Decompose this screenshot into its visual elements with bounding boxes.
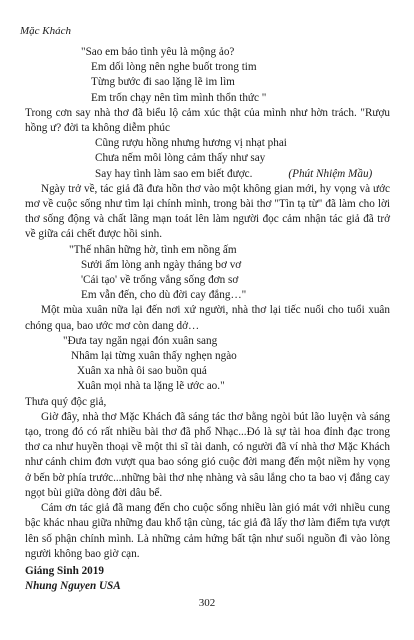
verse-line: Xuân xa nhà ôi sao buồn quá	[77, 365, 207, 378]
verse-stanza-3	[25, 243, 390, 304]
verse-line: "Thế nhân hững hờ, tình em nồng ấm	[69, 243, 237, 256]
body-paragraph: Cám ơn tác giả đã mang đến cho cuộc sống nhiều làn gió mát với nhiều cung bậc khác nhau giữa những đau khổ tận cùng, tác giả đã lấy thơ làm điểm tựa vượt lên số phận chính mình. Là những cảm hứng bất tận như suối nguồn đi vào lòng người không bao giờ cạn.	[25, 502, 390, 560]
verse-line: Cũng rượu hồng nhưng hương vị nhạt phai	[95, 137, 287, 150]
verse-line: Em vẫn đến, cho dù đời cay đắng…"	[81, 289, 247, 302]
verse-stanza-2	[25, 136, 390, 182]
poem-attribution: (Phút Nhiệm Mầu)	[288, 167, 373, 180]
verse-line: Chưa nếm môi lòng cảm thấy như say	[95, 152, 266, 165]
page-content	[25, 45, 390, 594]
running-header: Mặc Khách	[20, 25, 72, 37]
verse-line: "Sao em bảo tình yêu là mộng ảo?	[81, 46, 235, 58]
verse-line: Sưởi ấm lòng anh ngày tháng bơ vơ	[81, 258, 242, 271]
verse-line: Từng bước đi sao lặng lẽ im lìm	[91, 76, 235, 89]
signature-date: Giáng Sinh 2019	[25, 564, 104, 577]
page-number: 302	[198, 597, 216, 609]
verse-stanza-4	[25, 334, 390, 395]
verse-stanza-1	[25, 45, 390, 106]
body-paragraph: Thưa quý độc giả,	[25, 395, 107, 408]
verse-line: Xuân mọi nhà ta lặng lẽ ước ao."	[77, 380, 225, 393]
body-paragraph: Một mùa xuân nữa lại đến nơi xứ người, nhà thơ lại tiếc nuối cho tuổi xuân chóng qua, bao ước mơ còn dang dở…	[25, 304, 390, 332]
body-paragraph: Giờ đây, nhà thơ Mặc Khách đã sáng tác thơ bằng ngòi bút lão luyện và sáng tạo, trong đó có rất nhiều bài thơ đã phổ Nhạc...Đó là sự tài hoa đỉnh đạc trong thơ ca như huyền thoại về một thi sĩ tài danh, có người đã ví nhà thơ Mặc Khách như cánh chim đơn vượt qua bao sóng gió cuộc đời mang đến một niềm hy vọng ở bến bờ phía trước...những bài thơ nhẹ nhàng và sâu lắng cho ta bao vị đắng cay ngọt bùi giữa dòng đời dâu bể.	[25, 410, 390, 499]
verse-line: Em dối lòng nên nghe buốt trong tim	[91, 61, 257, 74]
verse-line-text: Say hay tình làm sao em biết được.	[95, 167, 253, 180]
verse-line: 'Cái tạo' về trống vắng sống đơn sơ	[81, 274, 239, 287]
verse-line: Em trốn chạy nên tìm mình thổn thức "	[91, 91, 267, 104]
verse-line	[25, 167, 390, 182]
signature-name: Nhung Nguyen USA	[25, 580, 121, 593]
body-paragraph: Trong cơn say nhà thơ đã biểu lộ cảm xúc thật của mình như hờn trách. "Rượu hồng ư? đời ta không diễm phúc	[25, 106, 390, 135]
verse-line: "Đưa tay ngăn ngại đón xuân sang	[63, 334, 218, 347]
verse-line: Nhâm lại từng xuân thấy nghẹn ngào	[71, 350, 237, 363]
body-paragraph: Ngày trở về, tác giả đã đưa hồn thơ vào một không gian mới, hy vọng và ước mơ về cuộc sống như tìm lại chính mình, trong bài thơ "Tìn tạ từ" đã làm cho lời thơ sống động và chất lãng mạn toát lên làm người đọc cảm nhận tác giả đã trở về giữa cái chết được hồi sinh.	[25, 182, 390, 241]
